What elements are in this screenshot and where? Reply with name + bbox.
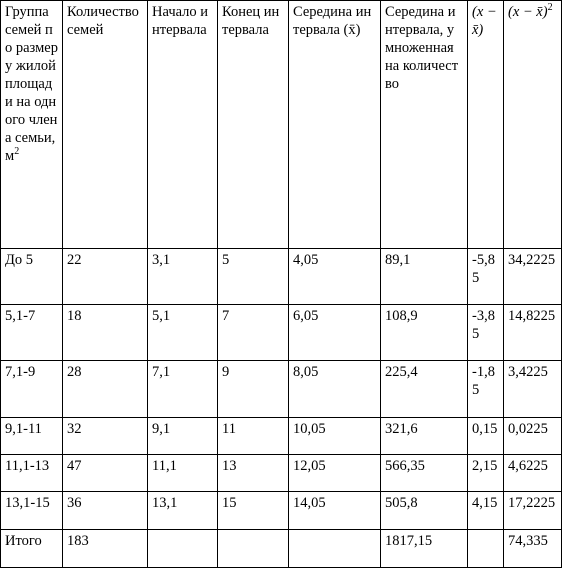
table-cell: 4,05 — [289, 249, 381, 305]
table-cell: 13 — [218, 455, 289, 492]
header-group-sup: 2 — [14, 146, 20, 158]
table-cell: 9,1-11 — [1, 418, 63, 455]
table-cell: 7,1-9 — [1, 361, 63, 418]
table-cell — [218, 530, 289, 568]
table-row — [1, 249, 562, 305]
table-cell: 14,05 — [289, 492, 381, 530]
table-cell: 4,6225 — [504, 455, 562, 492]
table-cell: 7 — [218, 305, 289, 361]
table-cell — [468, 530, 504, 568]
table-row — [1, 305, 562, 361]
total-row — [1, 530, 562, 568]
table-cell: 1817,15 — [381, 530, 468, 568]
table-cell: 321,6 — [381, 418, 468, 455]
table-cell: 10,05 — [289, 418, 381, 455]
table-cell: 0,15 — [468, 418, 504, 455]
header-cell-mid-times-count: Середина интервала, умноженная на количество — [381, 1, 468, 249]
table-cell: 13,1-15 — [1, 492, 63, 530]
table-cell: 5,1 — [148, 305, 218, 361]
table-cell: 505,8 — [381, 492, 468, 530]
table-cell: Итого — [1, 530, 63, 568]
table-cell: 74,335 — [504, 530, 562, 568]
table-cell: 5,1-7 — [1, 305, 63, 361]
table-cell: 4,15 — [468, 492, 504, 530]
table-cell: 3,4225 — [504, 361, 562, 418]
table-cell: 15 — [218, 492, 289, 530]
table-cell: 13,1 — [148, 492, 218, 530]
header-cell-count: Количество семей — [63, 1, 148, 249]
table-row — [1, 418, 562, 455]
table-cell: 22 — [63, 249, 148, 305]
table-cell: 34,2225 — [504, 249, 562, 305]
table-cell: 7,1 — [148, 361, 218, 418]
table-cell: -1,85 — [468, 361, 504, 418]
table-cell: 18 — [63, 305, 148, 361]
table-cell: 47 — [63, 455, 148, 492]
header-deviation-text: (x − x̄) — [472, 4, 497, 38]
table-cell: 14,8225 — [504, 305, 562, 361]
table-cell: 12,05 — [289, 455, 381, 492]
header-cell-end: Конец интервала — [218, 1, 289, 249]
header-cell-start: Начало интервала — [148, 1, 218, 249]
table-row — [1, 361, 562, 418]
table-cell: 17,2225 — [504, 492, 562, 530]
table-cell: -5,85 — [468, 249, 504, 305]
table-cell: 89,1 — [381, 249, 468, 305]
table-cell: 9,1 — [148, 418, 218, 455]
header-row — [1, 1, 562, 249]
table-cell: До 5 — [1, 249, 63, 305]
table-cell: 8,05 — [289, 361, 381, 418]
table-cell — [289, 530, 381, 568]
header-group-text: Группа семей по размеру жилой площади на одного члена семьи, м — [5, 4, 58, 164]
table-row — [1, 492, 562, 530]
table-cell: 225,4 — [381, 361, 468, 418]
table-cell: -3,85 — [468, 305, 504, 361]
table-cell — [148, 530, 218, 568]
header-deviation-sq-sup: 2 — [547, 2, 553, 14]
header-cell-mid: Середина интервала (x̄) — [289, 1, 381, 249]
header-cell-deviation-squared — [504, 1, 562, 249]
table-cell: 32 — [63, 418, 148, 455]
table-cell: 6,05 — [289, 305, 381, 361]
table-cell: 0,0225 — [504, 418, 562, 455]
table-cell: 11,1-13 — [1, 455, 63, 492]
table-cell: 11 — [218, 418, 289, 455]
header-deviation-sq-text: (x − x̄) — [508, 4, 548, 20]
header-cell-deviation — [468, 1, 504, 249]
table-cell: 5 — [218, 249, 289, 305]
table-cell: 2,15 — [468, 455, 504, 492]
header-cell-group — [1, 1, 63, 249]
table-row — [1, 455, 562, 492]
table-cell: 36 — [63, 492, 148, 530]
table-cell: 11,1 — [148, 455, 218, 492]
table-cell: 9 — [218, 361, 289, 418]
table-cell: 3,1 — [148, 249, 218, 305]
table-cell: 566,35 — [381, 455, 468, 492]
table-cell: 28 — [63, 361, 148, 418]
table-cell: 108,9 — [381, 305, 468, 361]
table-cell: 183 — [63, 530, 148, 568]
